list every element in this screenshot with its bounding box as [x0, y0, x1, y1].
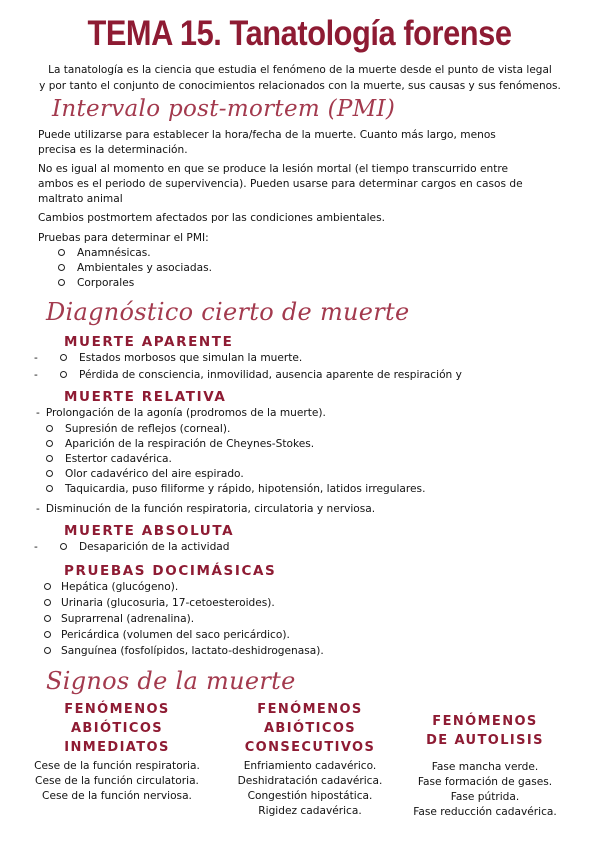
- circle-bullet-icon: [60, 371, 67, 378]
- list-item: Suprarrenal (adrenalina).: [44, 612, 194, 626]
- column-title: ABIÓTICOS: [263, 721, 357, 736]
- intro-line: y por tanto el conjunto de conocimientos relacionados con la muerte, sus causas y sus fenómenos.: [39, 80, 561, 92]
- list-item: Urinaria (glucosuria, 17-cetoesteroides).: [44, 596, 275, 610]
- circle-bullet-icon: [46, 440, 53, 447]
- circle-bullet-icon: [44, 583, 51, 590]
- circle-bullet-icon: [46, 470, 53, 477]
- list-item: Taquicardia, puso filiforme y rápido, hipotensión, latidos irregulares.: [46, 482, 425, 496]
- circle-bullet-icon: [44, 631, 51, 638]
- circle-bullet-icon: [46, 485, 53, 492]
- circle-bullet-icon: [60, 354, 67, 361]
- list-item: Supresión de reflejos (corneal).: [46, 422, 230, 436]
- column-item: Deshidratación cadavérica.: [237, 775, 383, 787]
- list-item: Ambientales y asociadas.: [58, 261, 212, 275]
- pmi-text: maltrato animal: [38, 193, 123, 205]
- circle-bullet-icon: [44, 615, 51, 622]
- column-title: FENÓMENOS: [257, 702, 363, 717]
- column-item: Fase formación de gases.: [417, 776, 553, 788]
- circle-bullet-icon: [58, 264, 65, 271]
- list-item: Anamnésicas.: [58, 246, 151, 260]
- list-item: - Prolongación de la agonía (prodromos de la muerte).: [36, 407, 326, 419]
- circle-bullet-icon: [46, 425, 53, 432]
- column-item: Fase pútrida.: [450, 791, 520, 803]
- pmi-text: ambos es el periodo de supervivencia). Pueden usarse para determinar cargos en casos de: [38, 178, 523, 190]
- column-item: Rigidez cadavérica.: [258, 805, 362, 817]
- list-item: Aparición de la respiración de Cheynes-Stokes.: [46, 437, 314, 451]
- list-item: - Estados morbosos que simulan la muerte.: [34, 352, 303, 364]
- pmi-text: No es igual al momento en que se produce la lesión mortal (el tiempo transcurrido entre: [38, 163, 509, 175]
- column-item: Fase mancha verde.: [431, 761, 539, 773]
- pmi-heading: Intervalo post-mortem (PMI): [52, 96, 396, 122]
- signos-column-inmediatos: [22, 700, 212, 804]
- column-title: CONSECUTIVOS: [244, 740, 376, 755]
- list-item: - Desaparición de la actividad: [34, 541, 230, 553]
- pmi-text: precisa es la determinación.: [38, 144, 188, 156]
- list-item: Sanguínea (fosfolípidos, lactato-deshidrogenasa).: [44, 644, 324, 658]
- circle-bullet-icon: [44, 599, 51, 606]
- column-item: Enfriamiento cadavérico.: [243, 760, 377, 772]
- column-item: Fase reducción cadavérica.: [413, 806, 557, 818]
- column-item: Cese de la función nerviosa.: [42, 790, 192, 802]
- pmi-text: Pruebas para determinar el PMI:: [38, 232, 209, 244]
- muerte-relativa-heading: MUERTE RELATIVA: [64, 389, 227, 405]
- intro-line: La tanatología es la ciencia que estudia el fenómeno de la muerte desde el punto de vista legal: [48, 64, 552, 76]
- signos-column-autolisis: [400, 712, 570, 820]
- pruebas-docimasicas-heading: PRUEBAS DOCIMÁSICAS: [64, 563, 277, 579]
- list-item: Hepática (glucógeno).: [44, 580, 178, 594]
- circle-bullet-icon: [58, 279, 65, 286]
- column-item: Cese de la función circulatoria.: [35, 775, 199, 787]
- circle-bullet-icon: [60, 543, 67, 550]
- list-item: Olor cadavérico del aire espirado.: [46, 467, 244, 481]
- signos-heading: Signos de la muerte: [46, 667, 296, 695]
- list-item: - Disminución de la función respiratoria, circulatoria y nerviosa.: [36, 503, 376, 515]
- intro-paragraph: [20, 62, 580, 94]
- muerte-absoluta-heading: MUERTE ABSOLUTA: [64, 523, 235, 539]
- circle-bullet-icon: [44, 647, 51, 654]
- pmi-text: Cambios postmortem afectados por las condiciones ambientales.: [38, 212, 385, 224]
- diagnostico-heading: Diagnóstico cierto de muerte: [46, 298, 410, 326]
- column-item: Congestión hipostática.: [247, 790, 373, 802]
- list-item: Corporales: [58, 276, 134, 290]
- column-title: INMEDIATOS: [64, 740, 170, 755]
- column-title: ABIÓTICOS: [70, 721, 164, 736]
- list-item: Estertor cadavérica.: [46, 452, 172, 466]
- column-title: DE AUTOLISIS: [426, 733, 544, 748]
- page-title: TEMA 15. Tanatología forense: [87, 14, 512, 53]
- muerte-aparente-heading: MUERTE APARENTE: [64, 334, 234, 350]
- column-item: Cese de la función respiratoria.: [34, 760, 200, 772]
- list-item: - Pérdida de consciencia, inmovilidad, ausencia aparente de respiración y: [34, 369, 462, 381]
- circle-bullet-icon: [46, 455, 53, 462]
- circle-bullet-icon: [58, 249, 65, 256]
- list-item: Pericárdica (volumen del saco pericárdico).: [44, 628, 290, 642]
- pmi-text: Puede utilizarse para establecer la hora/fecha de la muerte. Cuanto más largo, menos: [38, 129, 496, 141]
- column-title: FENÓMENOS: [432, 714, 538, 729]
- signos-column-consecutivos: [220, 700, 400, 819]
- column-title: FENÓMENOS: [64, 702, 170, 717]
